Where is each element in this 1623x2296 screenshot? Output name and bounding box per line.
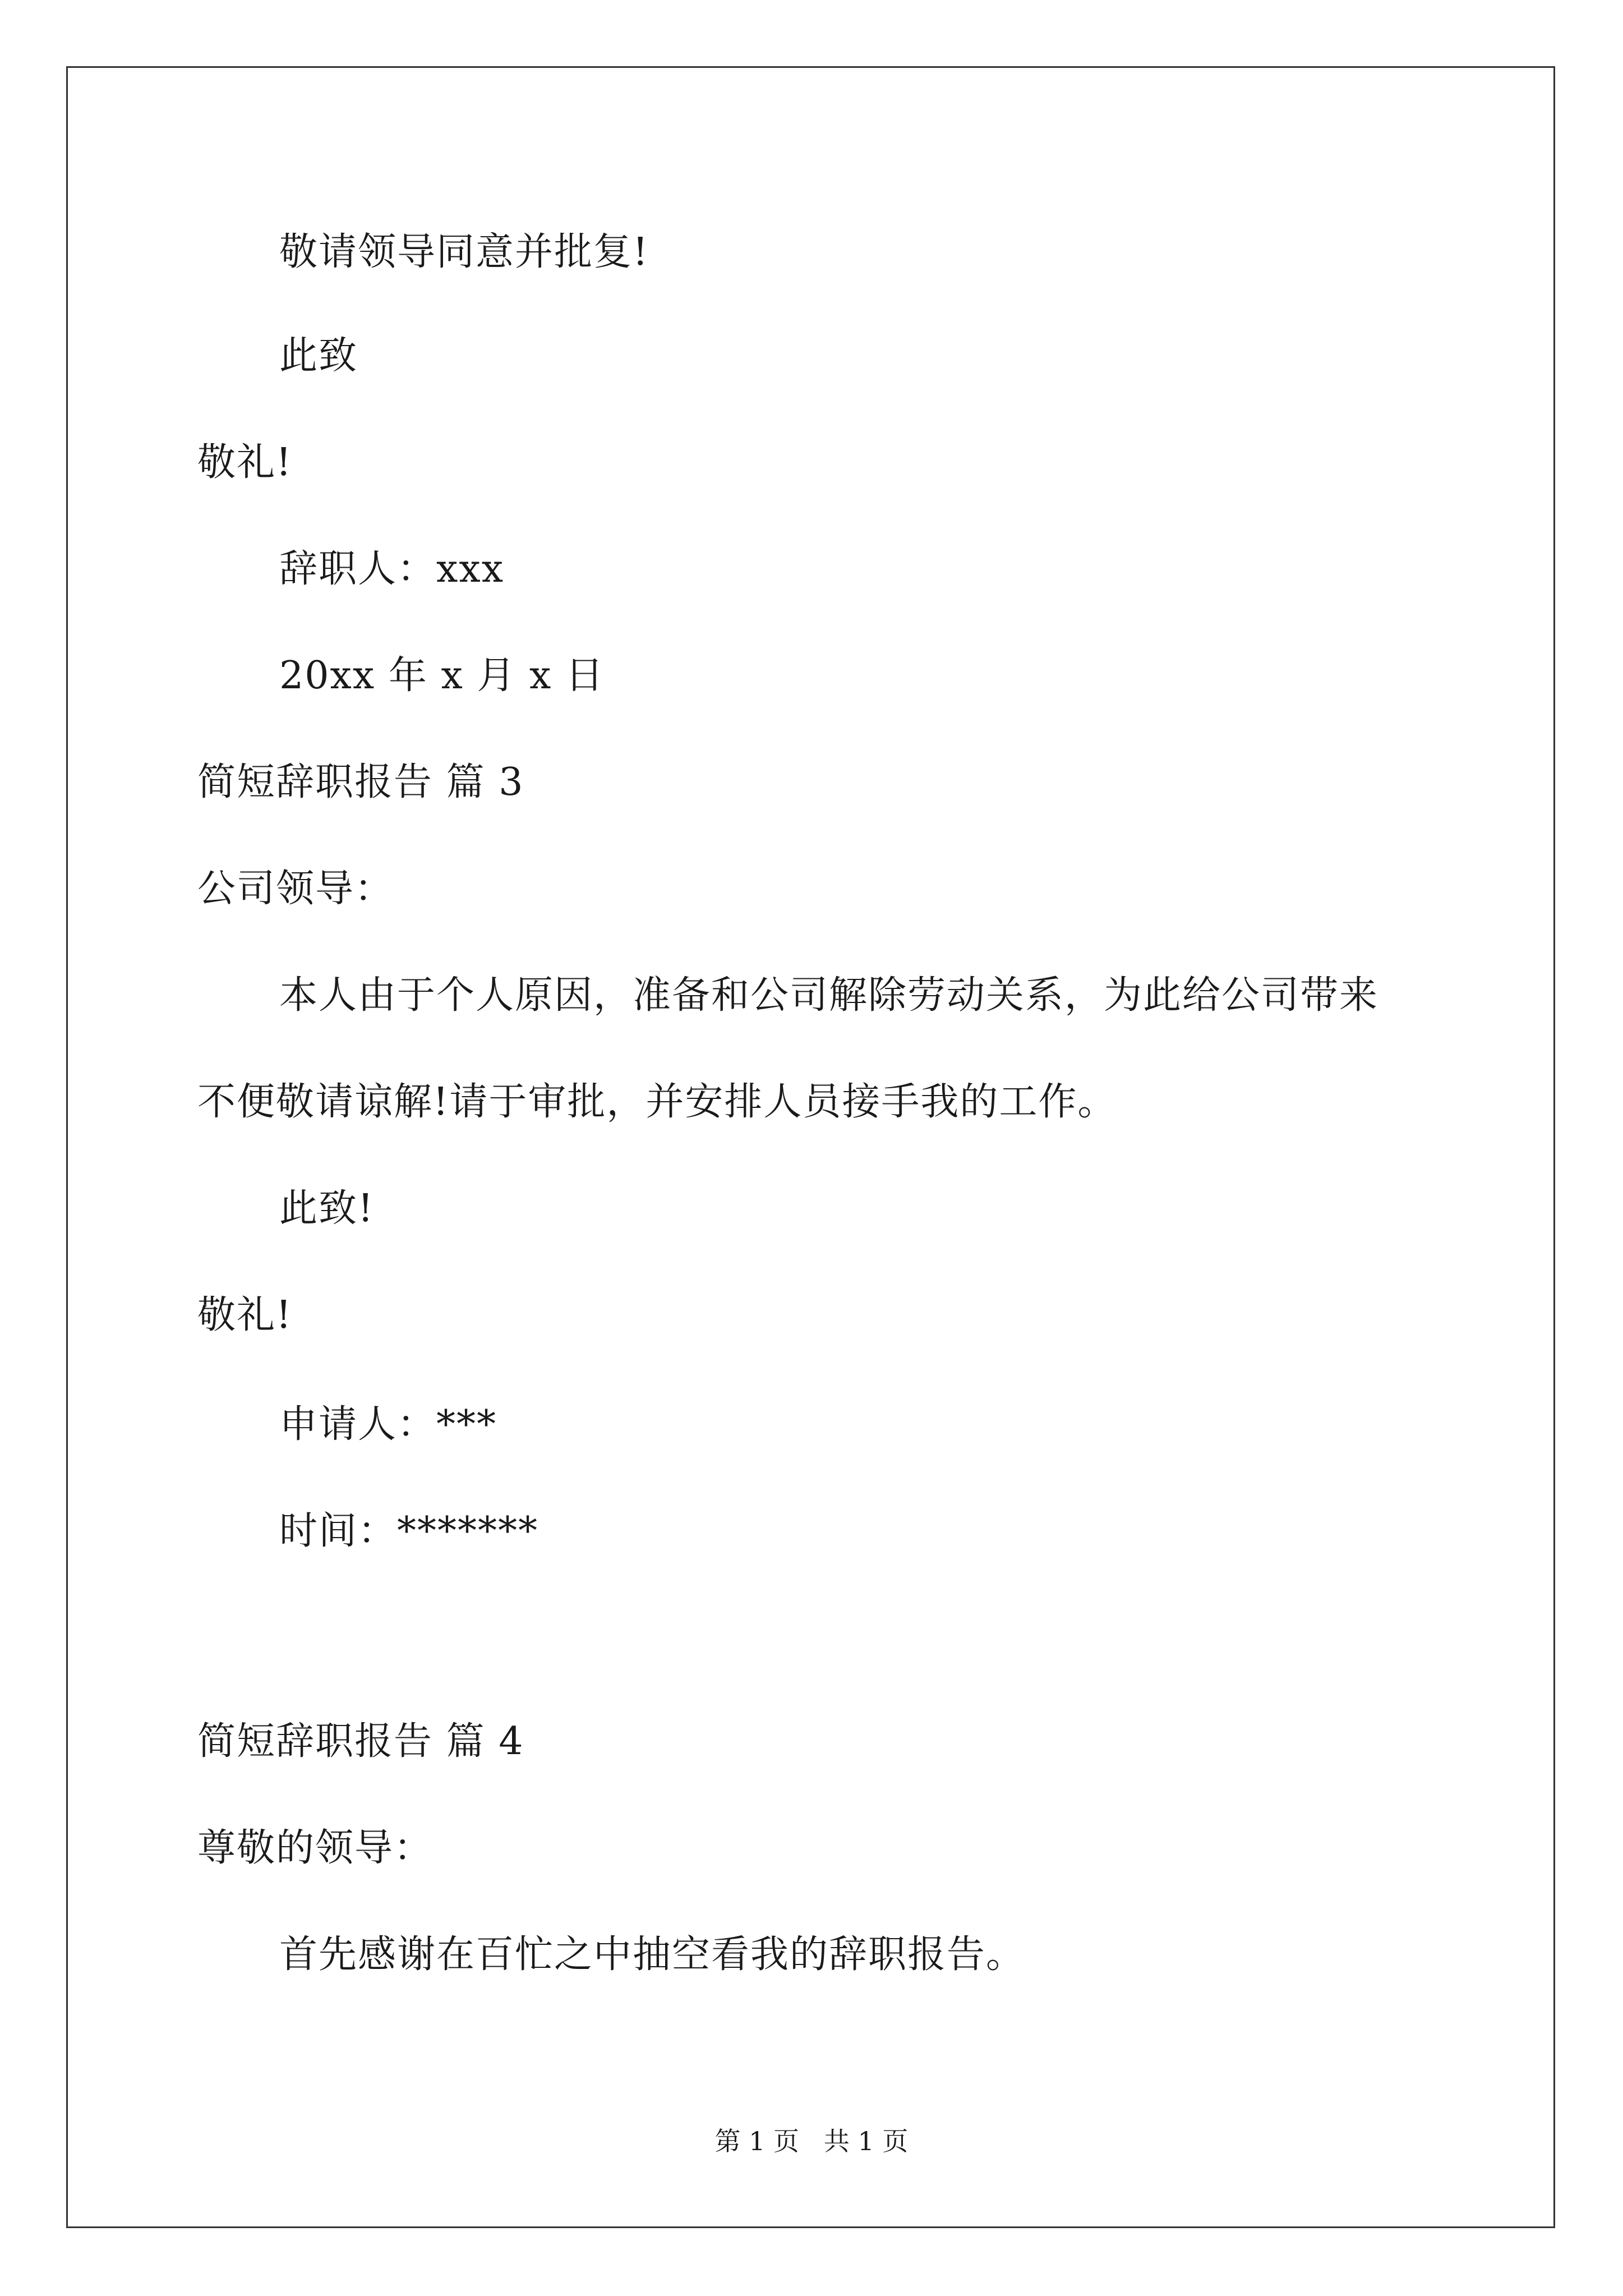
text-line-applicant: 申请人：*** <box>279 1402 497 1447</box>
page-border <box>66 66 1555 2228</box>
text-line-resigner: 辞职人：xxx <box>279 547 505 591</box>
text-line-addressee: 公司领导： <box>197 867 394 911</box>
text-line-body-3: 首先感谢在百忙之中抽空看我的辞职报告。 <box>279 1932 1026 1977</box>
text-line-salutation: 此致 <box>279 334 358 378</box>
text-line-salutation-2: 此致! <box>279 1186 375 1231</box>
text-line-regards: 敬礼! <box>197 440 293 485</box>
text-line-time: 时间：******* <box>279 1509 539 1553</box>
section-heading-3: 简短辞职报告 篇 3 <box>197 760 524 804</box>
text-line-body-2: 不便敬请谅解!请于审批，并安排人员接手我的工作。 <box>197 1080 1117 1124</box>
text-line-addressee-2: 尊敬的领导： <box>197 1826 434 1870</box>
text-line-date: 20xx 年 x 月 x 日 <box>279 654 605 698</box>
page-footer: 第 1 页 共 1 页 <box>714 2126 909 2156</box>
text-line-regards-2: 敬礼! <box>197 1293 293 1337</box>
text-line-approval-request: 敬请领导同意并批复! <box>279 230 649 274</box>
text-line-body-1: 本人由于个人原因，准备和公司解除劳动关系，为此给公司带来 <box>279 973 1379 1018</box>
section-heading-4: 简短辞职报告 篇 4 <box>197 1719 524 1764</box>
